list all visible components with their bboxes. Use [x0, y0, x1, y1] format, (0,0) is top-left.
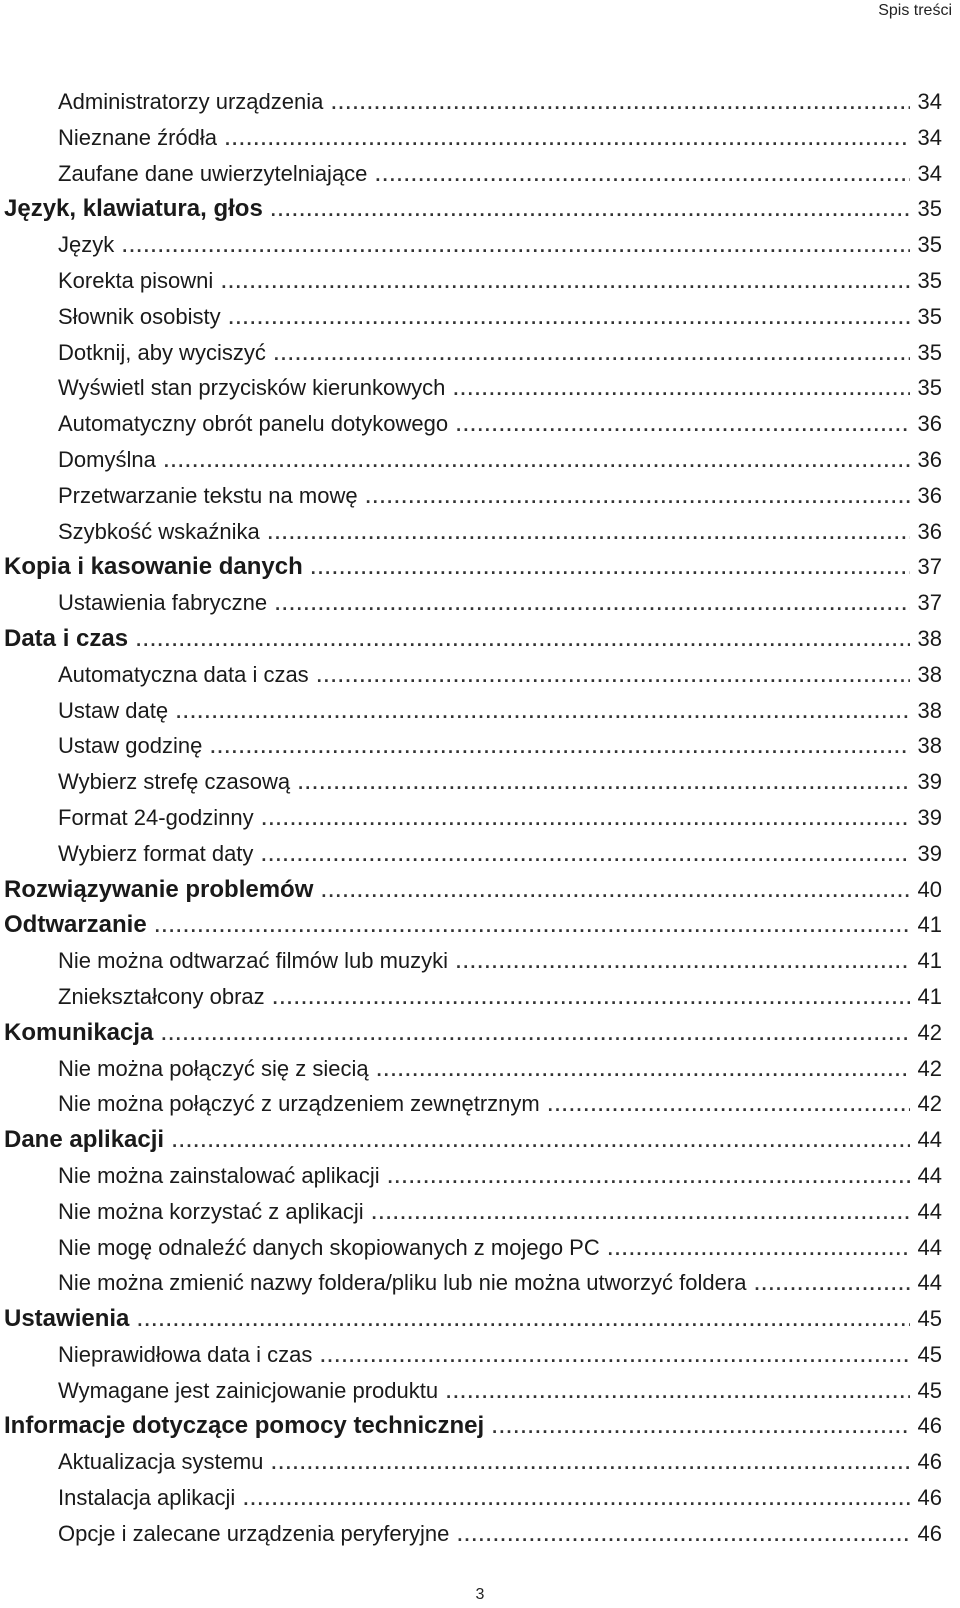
dot-leader [271, 193, 910, 227]
toc-entry-label: Zaufane dane uwierzytelniające [58, 160, 368, 186]
toc-entry-page-number: 45 [917, 1377, 942, 1403]
toc-entry-label: Nie mogę odnaleźć danych skopiowanych z mojego PC [58, 1234, 600, 1260]
toc-section-entry[interactable] [0, 872, 960, 908]
dot-leader [164, 444, 910, 478]
toc-entry-page-number: 42 [917, 1091, 942, 1117]
dot-leader [176, 695, 909, 729]
dot-leader [456, 408, 909, 442]
toc-entry-label: Słownik osobisty [58, 303, 221, 329]
toc-subsection-entry[interactable] [0, 1516, 960, 1552]
toc-entry-label: Ustawienia fabryczne [58, 590, 268, 616]
toc-subsection-entry[interactable] [0, 299, 960, 335]
dot-leader [754, 1267, 909, 1301]
toc-entry-page-number: 35 [917, 232, 942, 258]
dot-leader [321, 874, 909, 908]
toc-entry-label: Nie można korzystać z aplikacji [58, 1198, 364, 1224]
toc-entry-page-number: 38 [917, 733, 942, 759]
toc-subsection-entry[interactable] [0, 263, 960, 299]
toc-entry-label: Ustaw datę [58, 697, 169, 723]
dot-leader [262, 802, 910, 836]
toc-entry-page-number: 44 [917, 1270, 942, 1296]
dot-leader [298, 766, 909, 800]
dot-leader [275, 587, 909, 621]
toc-subsection-entry[interactable] [0, 1444, 960, 1480]
toc-subsection-entry[interactable] [0, 406, 960, 442]
toc-entry-page-number: 38 [917, 625, 942, 651]
toc-subsection-entry[interactable] [0, 728, 960, 764]
toc-subsection-entry[interactable] [0, 227, 960, 263]
toc-entry-page-number: 34 [917, 160, 942, 186]
toc-entry-label: Nieznane źródła [58, 124, 217, 150]
dot-leader [375, 158, 909, 192]
dot-leader [210, 730, 909, 764]
toc-subsection-entry[interactable] [0, 1194, 960, 1230]
toc-entry-label: Zniekształcony obraz [58, 983, 265, 1009]
dot-leader [137, 1303, 909, 1337]
toc-entry-page-number: 44 [917, 1127, 942, 1153]
toc-entry-label: Komunikacja [4, 1018, 154, 1046]
toc-subsection-entry[interactable] [0, 84, 960, 120]
toc-subsection-entry[interactable] [0, 585, 960, 621]
toc-entry-label: Ustawienia [4, 1305, 130, 1333]
toc-subsection-entry[interactable] [0, 120, 960, 156]
toc-entry-page-number: 36 [917, 482, 942, 508]
toc-entry-label: Szybkość wskaźnika [58, 518, 260, 544]
toc-entry-page-number: 45 [917, 1306, 942, 1332]
toc-entry-label: Aktualizacja systemu [58, 1449, 264, 1475]
toc-entry-label: Wymagane jest zainicjowanie produktu [58, 1377, 439, 1403]
toc-section-entry[interactable] [0, 907, 960, 943]
dot-leader [274, 337, 910, 371]
dot-leader [377, 1053, 910, 1087]
dot-leader [273, 981, 910, 1015]
toc-subsection-entry[interactable] [0, 657, 960, 693]
table-of-contents [0, 84, 960, 1552]
toc-entry-label: Administratorzy urządzenia [58, 89, 324, 114]
toc-entry-page-number: 37 [917, 554, 942, 580]
toc-entry-page-number: 46 [917, 1449, 942, 1475]
toc-entry-page-number: 34 [917, 89, 942, 114]
toc-entry-label: Wybierz format daty [58, 840, 254, 866]
dot-leader [311, 551, 910, 585]
toc-subsection-entry[interactable] [0, 800, 960, 836]
toc-entry-label: Automatyczny obrót panelu dotykowego [58, 411, 449, 437]
toc-entry-label: Odtwarzanie [4, 911, 147, 939]
toc-entry-page-number: 38 [917, 661, 942, 687]
toc-entry-label: Język [58, 232, 115, 258]
page-number: 3 [475, 1586, 485, 1603]
toc-entry-page-number: 41 [917, 983, 942, 1009]
toc-subsection-entry[interactable] [0, 514, 960, 550]
toc-subsection-entry[interactable] [0, 1158, 960, 1194]
toc-entry-page-number: 35 [917, 267, 942, 293]
dot-leader [320, 1339, 909, 1373]
toc-entry-label: Kopia i kasowanie danych [4, 553, 303, 581]
toc-entry-label: Nie można zainstalować aplikacji [58, 1162, 380, 1188]
toc-section-entry[interactable] [0, 1015, 960, 1051]
toc-entry-label: Korekta pisowni [58, 267, 214, 293]
dot-leader [261, 838, 909, 872]
toc-subsection-entry[interactable] [0, 1265, 960, 1301]
toc-entry-label: Wyświetl stan przycisków kierunkowych [58, 375, 446, 401]
dot-leader [221, 265, 909, 299]
toc-subsection-entry[interactable] [0, 764, 960, 800]
toc-entry-page-number: 44 [917, 1198, 942, 1224]
toc-entry-page-number: 42 [917, 1055, 942, 1081]
toc-entry-page-number: 35 [917, 375, 942, 401]
toc-entry-page-number: 35 [917, 196, 942, 222]
toc-entry-page-number: 41 [917, 912, 942, 938]
toc-entry-label: Domyślna [58, 446, 156, 472]
toc-entry-page-number: 46 [917, 1413, 942, 1439]
toc-entry-page-number: 41 [917, 948, 942, 974]
toc-entry-label: Format 24-godzinny [58, 804, 254, 830]
toc-subsection-entry[interactable] [0, 442, 960, 478]
dot-leader [331, 86, 909, 120]
toc-entry-page-number: 45 [917, 1341, 942, 1367]
dot-leader [453, 372, 909, 406]
dot-leader [388, 1160, 910, 1194]
toc-subsection-entry[interactable] [0, 693, 960, 729]
toc-entry-label: Ustaw godzinę [58, 733, 203, 759]
dot-leader [372, 1196, 910, 1230]
toc-entry-page-number: 38 [917, 697, 942, 723]
toc-entry-page-number: 44 [917, 1234, 942, 1260]
toc-section-entry[interactable] [0, 1122, 960, 1158]
toc-section-entry[interactable] [0, 621, 960, 657]
toc-entry-page-number: 36 [917, 411, 942, 437]
toc-entry-page-number: 46 [917, 1520, 942, 1546]
running-header: Spis treści [878, 2, 952, 19]
toc-entry-label: Informacje dotyczące pomocy technicznej [4, 1412, 485, 1440]
toc-entry-label: Wybierz strefę czasową [58, 769, 291, 795]
dot-leader [136, 623, 909, 657]
toc-entry-label: Nie można odtwarzać filmów lub muzyki [58, 948, 449, 974]
toc-entry-page-number: 40 [917, 876, 942, 902]
dot-leader [243, 1482, 909, 1516]
toc-entry-page-number: 46 [917, 1485, 942, 1511]
toc-entry-label: Nie można połączyć z urządzeniem zewnętrznym [58, 1091, 540, 1117]
toc-entry-label: Automatyczna data i czas [58, 661, 309, 687]
toc-subsection-entry[interactable] [0, 1086, 960, 1122]
toc-subsection-entry[interactable] [0, 156, 960, 192]
dot-leader [225, 122, 910, 156]
toc-entry-label: Dotknij, aby wyciszyć [58, 339, 266, 365]
toc-entry-page-number: 42 [917, 1019, 942, 1045]
dot-leader [457, 1518, 909, 1552]
dot-leader [608, 1232, 910, 1266]
toc-entry-page-number: 35 [917, 303, 942, 329]
toc-subsection-entry[interactable] [0, 478, 960, 514]
toc-section-entry[interactable] [0, 1301, 960, 1337]
toc-subsection-entry[interactable] [0, 370, 960, 406]
toc-subsection-entry[interactable] [0, 1230, 960, 1266]
toc-entry-label: Rozwiązywanie problemów [4, 875, 314, 903]
toc-entry-label: Przetwarzanie tekstu na mowę [58, 482, 358, 508]
toc-entry-page-number: 36 [917, 518, 942, 544]
toc-subsection-entry[interactable] [0, 1373, 960, 1409]
dot-leader [122, 229, 909, 263]
dot-leader [456, 945, 909, 979]
toc-subsection-entry[interactable] [0, 1051, 960, 1087]
dot-leader [229, 301, 910, 335]
dot-leader [366, 480, 910, 514]
dot-leader [446, 1375, 909, 1409]
dot-leader [317, 659, 910, 693]
toc-entry-label: Data i czas [4, 624, 129, 652]
dot-leader [271, 1446, 909, 1480]
toc-entry-page-number: 35 [917, 339, 942, 365]
toc-entry-page-number: 36 [917, 446, 942, 472]
toc-entry-page-number: 34 [917, 124, 942, 150]
toc-subsection-entry[interactable] [0, 1337, 960, 1373]
dot-leader [548, 1088, 910, 1122]
toc-entry-page-number: 39 [917, 840, 942, 866]
toc-subsection-entry[interactable] [0, 1480, 960, 1516]
toc-subsection-entry[interactable] [0, 943, 960, 979]
dot-leader [155, 909, 910, 943]
toc-entry-page-number: 39 [917, 804, 942, 830]
toc-section-entry[interactable] [0, 549, 960, 585]
dot-leader [268, 516, 910, 550]
toc-subsection-entry[interactable] [0, 836, 960, 872]
toc-subsection-entry[interactable] [0, 335, 960, 371]
toc-entry-label: Nie można zmienić nazwy foldera/pliku lub nie można utworzyć foldera [58, 1270, 747, 1296]
toc-section-entry[interactable] [0, 1408, 960, 1444]
toc-entry-label: Instalacja aplikacji [58, 1485, 236, 1511]
dot-leader [492, 1410, 909, 1444]
toc-section-entry[interactable] [0, 191, 960, 227]
toc-entry-label: Dane aplikacji [4, 1126, 165, 1154]
toc-entry-label: Nieprawidłowa data i czas [58, 1341, 313, 1367]
toc-entry-label: Nie można połączyć się z siecią [58, 1055, 369, 1081]
dot-leader [172, 1124, 909, 1158]
toc-entry-page-number: 37 [917, 590, 942, 616]
toc-entry-page-number: 39 [917, 769, 942, 795]
toc-subsection-entry[interactable] [0, 979, 960, 1015]
toc-entry-page-number: 44 [917, 1162, 942, 1188]
toc-entry-label: Opcje i zalecane urządzenia peryferyjne [58, 1520, 450, 1546]
dot-leader [161, 1017, 909, 1051]
toc-entry-label: Język, klawiatura, głos [4, 195, 263, 223]
